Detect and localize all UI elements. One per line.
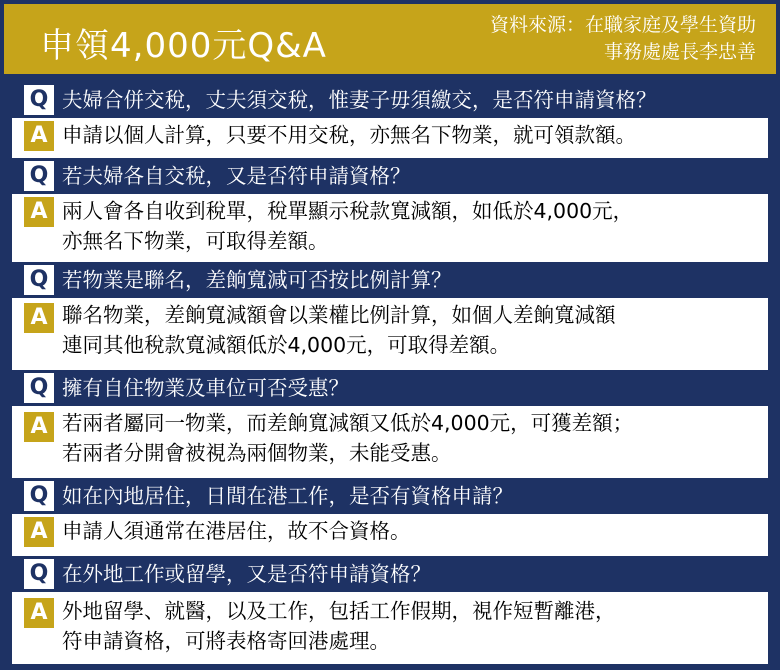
answer-text: 申請以個人計算，只要不用交稅，亦無名下物業，就可領款額。 bbox=[62, 123, 636, 147]
question-badge: Q bbox=[24, 161, 54, 191]
question-badge: Q bbox=[24, 481, 54, 511]
answer-text: 聯名物業，差餉寬減額會以業權比例計算，如個人差餉寬減額 連同其他稅款寬減額低於4,000元，可取得差額。 bbox=[62, 303, 616, 357]
answer-row bbox=[12, 594, 768, 662]
question-text: 擁有自住物業及車位可否受惠？ bbox=[62, 376, 349, 400]
answer-text: 若兩者屬同一物業，而差餉寬減額又低於4,000元，可獲差額； 若兩者分開會被視為兩個物業，未能受惠。 bbox=[62, 411, 634, 465]
answer-text: 兩人會各自收到稅單，稅單顯示稅款寬減額，如低於4,000元， 亦無名下物業，可取得差額。 bbox=[62, 199, 634, 253]
answer-row bbox=[12, 514, 768, 550]
question-row bbox=[12, 370, 768, 406]
source-line-1: 資料來源：在職家庭及學生資助 bbox=[489, 14, 756, 36]
question-badge: Q bbox=[24, 559, 54, 589]
source-credit bbox=[396, 12, 756, 66]
qa-list bbox=[12, 82, 768, 664]
header-bar bbox=[4, 4, 776, 74]
page-title: 申領4,000元Q&A bbox=[40, 26, 327, 66]
question-row bbox=[12, 556, 768, 592]
answer-row bbox=[12, 298, 768, 366]
question-text: 若夫婦各自交稅，又是否符申請資格？ bbox=[62, 164, 411, 188]
question-text: 夫婦合併交稅，丈夫須交稅，惟妻子毋須繳交，是否符申請資格？ bbox=[62, 88, 657, 112]
question-text: 在外地工作或留學，又是否符申請資格？ bbox=[62, 562, 431, 586]
answer-row bbox=[12, 406, 768, 474]
answer-badge: A bbox=[24, 303, 54, 333]
question-row bbox=[12, 158, 768, 194]
question-text: 如在內地居住，日間在港工作，是否有資格申請？ bbox=[62, 484, 513, 508]
answer-text: 申請人須通常在港居住，故不合資格。 bbox=[62, 519, 411, 543]
answer-text: 外地留學、就醫，以及工作，包括工作假期，視作短暫離港， 符申請資格，可將表格寄回港處理。 bbox=[62, 599, 616, 653]
question-row bbox=[12, 262, 768, 298]
answer-row bbox=[12, 118, 768, 154]
question-row bbox=[12, 478, 768, 514]
question-badge: Q bbox=[24, 85, 54, 115]
answer-badge: A bbox=[24, 197, 54, 227]
question-badge: Q bbox=[24, 265, 54, 295]
question-badge: Q bbox=[24, 373, 54, 403]
answer-badge: A bbox=[24, 412, 54, 442]
answer-badge: A bbox=[24, 598, 54, 628]
answer-badge: A bbox=[24, 517, 54, 547]
answer-badge: A bbox=[24, 121, 54, 151]
answer-row bbox=[12, 194, 768, 258]
question-row bbox=[12, 82, 768, 118]
question-text: 若物業是聯名，差餉寬減可否按比例計算？ bbox=[62, 268, 452, 292]
source-line-2: 事務處處長李忠善 bbox=[603, 41, 756, 63]
